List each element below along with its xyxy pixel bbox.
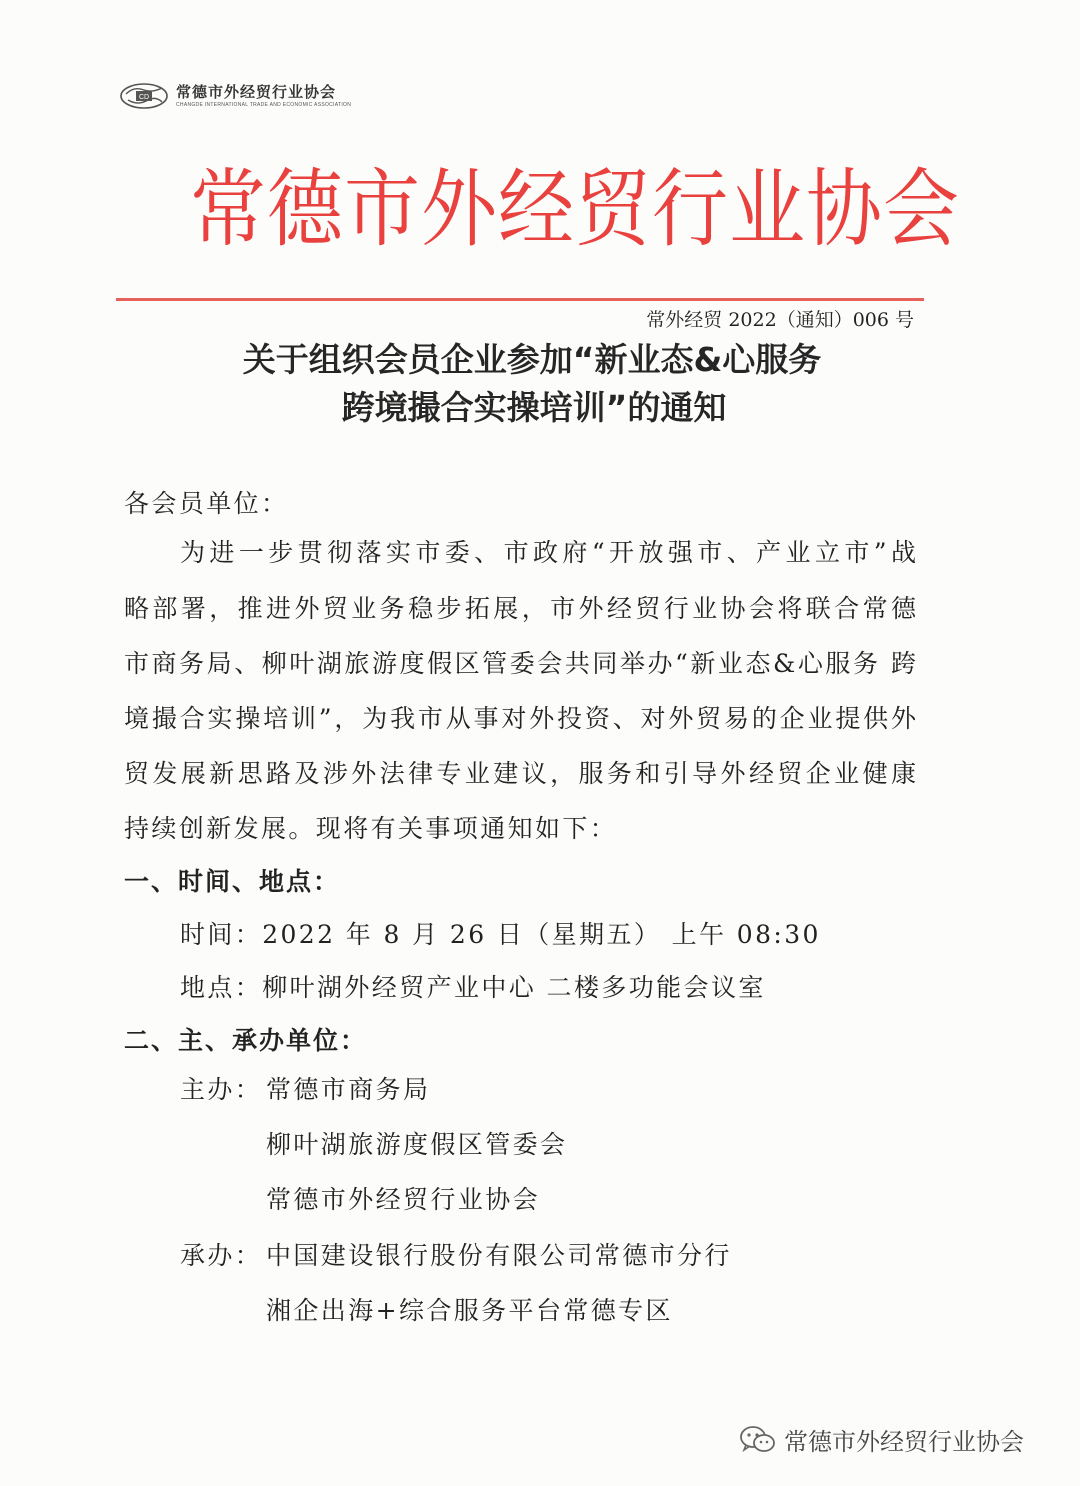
- host-item: 柳叶湖旅游度假区管委会: [266, 1130, 568, 1159]
- organizer-label: 承办：: [180, 1241, 263, 1270]
- logo-chinese-name: 常德市外经贸行业协会: [176, 82, 337, 101]
- paragraph-line: 持续创新发展。现将有关事项通知如下：: [124, 814, 618, 843]
- svg-text:CD: CD: [138, 94, 150, 101]
- paragraph-line: 略部署，推进外贸业务稳步拓展，市外经贸行业协会将联合常德: [124, 594, 916, 623]
- section-heading-time-place: 一、时间、地点：: [124, 867, 341, 896]
- event-place: 地点：柳叶湖外经贸产业中心 二楼多功能会议室: [180, 973, 766, 1002]
- paragraph-line: 境撮合实操培训”，为我市从事对外投资、对外贸易的企业提供外: [124, 704, 916, 733]
- paragraph-line: 为进一步贯彻落实市委、市政府“开放强市、产业立市”战: [180, 538, 916, 567]
- wechat-icon: [738, 1424, 778, 1456]
- salutation: 各会员单位：: [124, 489, 289, 518]
- watermark-text: 常德市外经贸行业协会: [784, 1428, 1024, 1456]
- red-masthead: 常德市外经贸行业协会: [190, 159, 960, 259]
- wechat-watermark: [738, 1422, 1024, 1457]
- association-emblem-icon: [118, 78, 170, 114]
- paragraph-line: 贸发展新思路及涉外法律专业建议，服务和引导外经贸企业健康: [124, 759, 916, 788]
- document-number: 常外经贸 2022（通知）006 号: [646, 309, 914, 331]
- organizer-item: 中国建设银行股份有限公司常德市分行: [266, 1241, 732, 1270]
- host-item: 常德市商务局: [266, 1075, 431, 1104]
- red-divider: [116, 298, 924, 301]
- host-label: 主办：: [180, 1075, 263, 1104]
- organizer-item: 湘企出海+综合服务平台常德专区: [266, 1296, 673, 1325]
- association-logo: [118, 76, 351, 116]
- notice-title-line-1: 关于组织会员企业参加“新业态&心服务: [242, 340, 822, 379]
- host-item: 常德市外经贸行业协会: [266, 1185, 541, 1214]
- notice-title-line-2: 跨境撮合实操培训”的通知: [341, 388, 727, 427]
- paragraph-line: 市商务局、柳叶湖旅游度假区管委会共同举办“新业态&心服务 跨: [124, 649, 916, 678]
- logo-english-name: CHANGDE INTERNATIONAL TRADE AND ECONOMIC ASSOCIATION: [176, 101, 352, 108]
- event-time: 时间：2022 年 8 月 26 日（星期五） 上午 08:30: [180, 920, 821, 949]
- section-heading-hosts: 二、主、承办单位：: [124, 1026, 368, 1055]
